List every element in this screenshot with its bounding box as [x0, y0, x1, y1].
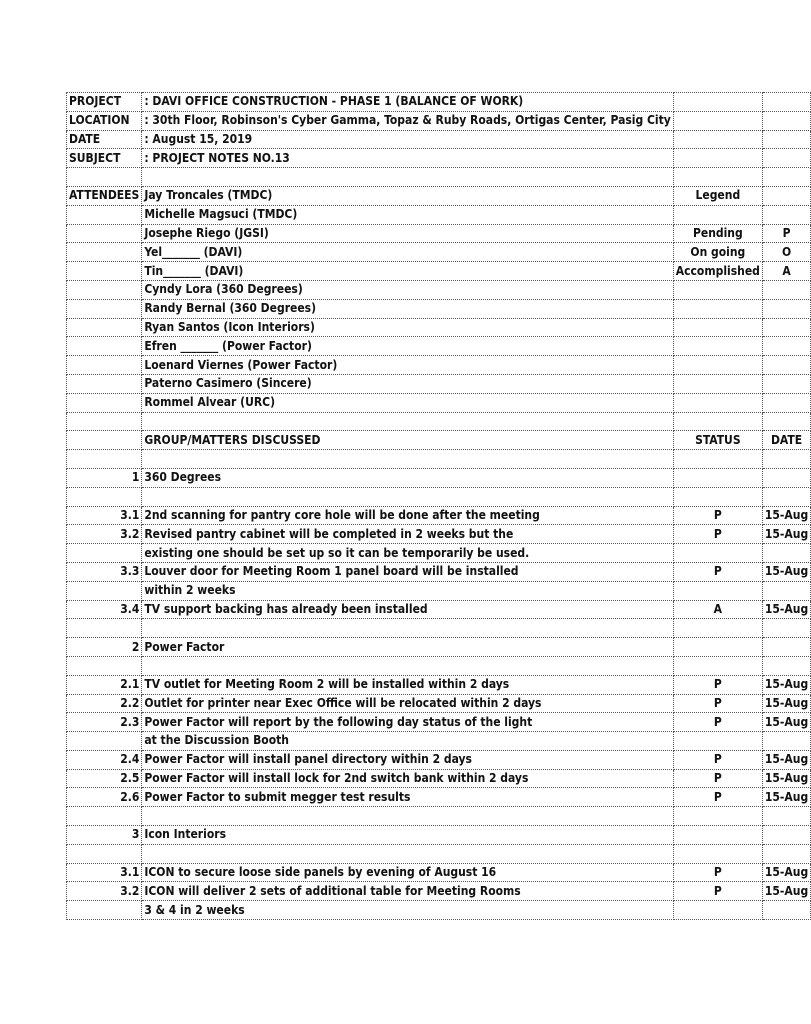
item-text: ICON will deliver 2 sets of additional table for Meeting Rooms — [142, 882, 673, 901]
blank-row — [67, 844, 811, 863]
blank-row — [67, 450, 811, 469]
item-date: 15-Aug — [762, 750, 810, 769]
group-row — [67, 638, 811, 657]
matters-header: GROUP/MATTERS DISCUSSED — [142, 431, 673, 450]
attendee-name: Efren _______ (Power Factor) — [142, 337, 673, 356]
item-number: 2.6 — [67, 788, 142, 807]
item-number: 3.3 — [67, 562, 142, 581]
item-date: 15-Aug — [762, 788, 810, 807]
item-text: Outlet for printer near Exec Office will be relocated within 2 days — [142, 694, 673, 713]
item-date: 15-Aug — [762, 769, 810, 788]
item-number: 2.4 — [67, 750, 142, 769]
blank-row — [67, 412, 811, 431]
attendee-name: Josephe Riego (JGSI) — [142, 224, 673, 243]
blank-row — [67, 168, 811, 187]
item-status: P — [673, 713, 762, 732]
item-text: Power Factor to submit megger test results — [142, 788, 673, 807]
attendee-name: Cyndy Lora (360 Degrees) — [142, 280, 673, 299]
item-row — [67, 769, 811, 788]
item-row — [67, 750, 811, 769]
item-row — [67, 525, 811, 544]
blank-row — [67, 656, 811, 675]
group-row — [67, 468, 811, 487]
item-text: within 2 weeks — [142, 581, 673, 600]
blank-row — [67, 487, 811, 506]
attendee-name: Michelle Magsuci (TMDC) — [142, 205, 673, 224]
item-text: 3 & 4 in 2 weeks — [142, 901, 673, 920]
location-label: LOCATION — [67, 111, 142, 130]
attendee-row — [67, 356, 811, 375]
group-number: 2 — [67, 638, 142, 657]
attendee-name: Yel_______ (DAVI) — [142, 243, 673, 262]
attendee-row — [67, 243, 811, 262]
attendee-row — [67, 299, 811, 318]
item-status: P — [673, 506, 762, 525]
item-status: P — [673, 863, 762, 882]
group-name: 360 Degrees — [142, 468, 673, 487]
meeting-notes-sheet — [66, 92, 811, 920]
item-date: 15-Aug — [762, 863, 810, 882]
sheet-body — [67, 93, 811, 920]
attendee-row — [67, 374, 811, 393]
attendee-row — [67, 224, 811, 243]
item-status: P — [673, 788, 762, 807]
item-date: 15-Aug — [762, 562, 810, 581]
item-text: Revised pantry cabinet will be completed in 2 weeks but the — [142, 525, 673, 544]
legend-title: Legend — [673, 186, 762, 205]
attendee-row — [67, 262, 811, 281]
date-value: : August 15, 2019 — [142, 130, 673, 149]
subject-label: SUBJECT — [67, 149, 142, 168]
attendee-name: Loenard Viernes (Power Factor) — [142, 356, 673, 375]
item-number: 2.1 — [67, 675, 142, 694]
item-text: 2nd scanning for pantry core hole will be done after the meeting — [142, 506, 673, 525]
item-status: P — [673, 694, 762, 713]
item-text: Power Factor will install panel directory within 2 days — [142, 750, 673, 769]
item-number: 3.1 — [67, 506, 142, 525]
item-number: 2.2 — [67, 694, 142, 713]
subject-value: : PROJECT NOTES NO.13 — [142, 149, 673, 168]
item-continuation-row — [67, 732, 811, 751]
item-status: P — [673, 525, 762, 544]
item-row — [67, 694, 811, 713]
item-row — [67, 562, 811, 581]
date-header: DATE — [762, 431, 810, 450]
item-continuation-row — [67, 544, 811, 563]
attendee-row — [67, 318, 811, 337]
attendee-row — [67, 393, 811, 412]
item-status: P — [673, 769, 762, 788]
table-header-row — [67, 431, 811, 450]
item-text: Louver door for Meeting Room 1 panel board will be installed — [142, 562, 673, 581]
group-number: 1 — [67, 468, 142, 487]
item-date: 15-Aug — [762, 675, 810, 694]
location-row — [67, 111, 811, 130]
item-continuation-row — [67, 581, 811, 600]
item-text: TV support backing has already been installed — [142, 600, 673, 619]
attendee-name: Paterno Casimero (Sincere) — [142, 374, 673, 393]
item-text: at the Discussion Booth — [142, 732, 673, 751]
group-number: 3 — [67, 826, 142, 845]
attendee-name: Randy Bernal (360 Degrees) — [142, 299, 673, 318]
item-date: 15-Aug — [762, 694, 810, 713]
item-text: ICON to secure loose side panels by evening of August 16 — [142, 863, 673, 882]
item-number: 3.2 — [67, 882, 142, 901]
project-row — [67, 93, 811, 112]
subject-row — [67, 149, 811, 168]
legend-label: Pending — [673, 224, 762, 243]
item-number: 3.4 — [67, 600, 142, 619]
attendee-name: Tin_______ (DAVI) — [142, 262, 673, 281]
item-status: P — [673, 675, 762, 694]
location-value: : 30th Floor, Robinson's Cyber Gamma, Topaz & Ruby Roads, Ortigas Center, Pasig City — [142, 111, 673, 130]
item-number: 3.1 — [67, 863, 142, 882]
status-header: STATUS — [673, 431, 762, 450]
project-label: PROJECT — [67, 93, 142, 112]
item-date: 15-Aug — [762, 600, 810, 619]
attendee-row — [67, 186, 811, 205]
project-value: : DAVI OFFICE CONSTRUCTION - PHASE 1 (BALANCE OF WORK) — [142, 93, 673, 112]
item-status: P — [673, 882, 762, 901]
group-name: Power Factor — [142, 638, 673, 657]
legend-label: On going — [673, 243, 762, 262]
attendee-name: Ryan Santos (Icon Interiors) — [142, 318, 673, 337]
item-row — [67, 600, 811, 619]
legend-code: A — [762, 262, 810, 281]
item-continuation-row — [67, 901, 811, 920]
date-row — [67, 130, 811, 149]
item-row — [67, 863, 811, 882]
blank-row — [67, 807, 811, 826]
item-text: TV outlet for Meeting Room 2 will be installed within 2 days — [142, 675, 673, 694]
item-date: 15-Aug — [762, 882, 810, 901]
item-text: Power Factor will install lock for 2nd switch bank within 2 days — [142, 769, 673, 788]
item-date: 15-Aug — [762, 506, 810, 525]
item-text: existing one should be set up so it can be temporarily be used. — [142, 544, 673, 563]
group-name: Icon Interiors — [142, 826, 673, 845]
item-number: 3.2 — [67, 525, 142, 544]
attendee-row — [67, 337, 811, 356]
legend-code: O — [762, 243, 810, 262]
legend-code: P — [762, 224, 810, 243]
item-row — [67, 506, 811, 525]
item-number: 2.5 — [67, 769, 142, 788]
attendees-label: ATTENDEES — [67, 186, 142, 205]
item-date: 15-Aug — [762, 713, 810, 732]
item-status: P — [673, 750, 762, 769]
item-date: 15-Aug — [762, 525, 810, 544]
legend-label: Accomplished — [673, 262, 762, 281]
item-status: A — [673, 600, 762, 619]
attendee-row — [67, 205, 811, 224]
item-text: Power Factor will report by the following day status of the light — [142, 713, 673, 732]
attendee-row — [67, 280, 811, 299]
item-row — [67, 882, 811, 901]
date-label: DATE — [67, 130, 142, 149]
attendee-name: Jay Troncales (TMDC) — [142, 186, 673, 205]
attendee-name: Rommel Alvear (URC) — [142, 393, 673, 412]
item-row — [67, 675, 811, 694]
item-row — [67, 788, 811, 807]
item-row — [67, 713, 811, 732]
item-status: P — [673, 562, 762, 581]
item-number: 2.3 — [67, 713, 142, 732]
blank-row — [67, 619, 811, 638]
group-row — [67, 826, 811, 845]
